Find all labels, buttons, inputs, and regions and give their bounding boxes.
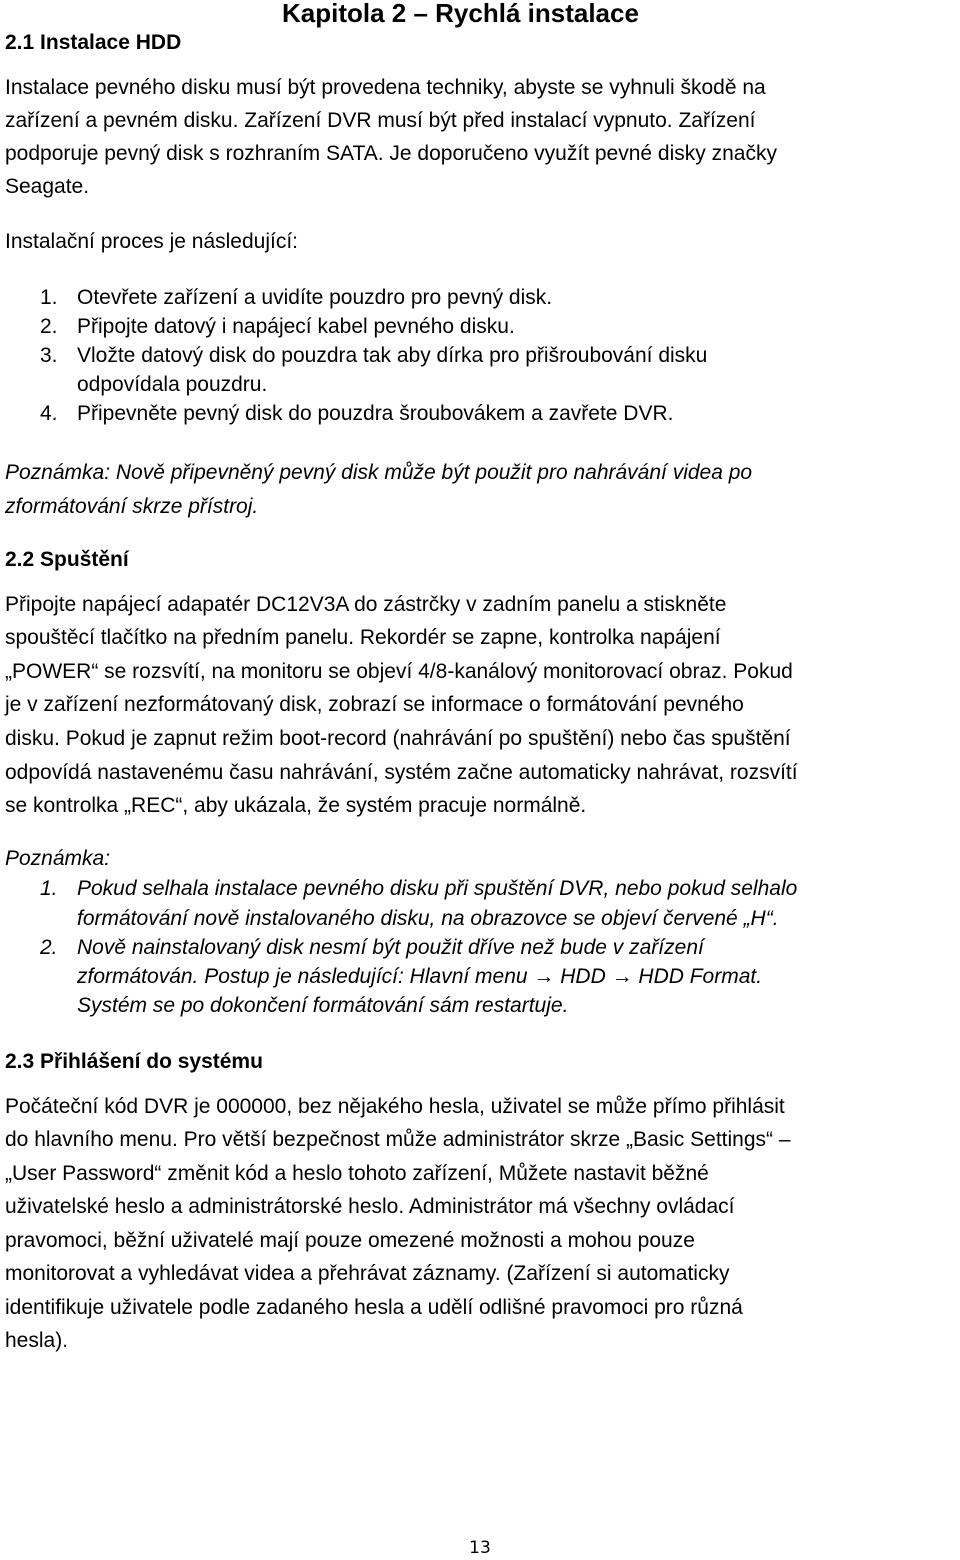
- step-text: Připevněte pevný disk do pouzdra šroubovákem a zavřete DVR.: [77, 402, 674, 425]
- sec3-para-line: monitorovat a vyhledávat videa a přehrávat záznamy. (Zařízení si automaticky: [5, 1262, 730, 1285]
- sec1-para-line: podporuje pevný disk s rozhraním SATA. Je doporučeno využít pevné disky značky: [5, 142, 777, 165]
- step-number: 4.: [40, 402, 58, 425]
- step-number: 1.: [40, 286, 58, 309]
- section-heading-startup: 2.2 Spuštění: [5, 548, 129, 571]
- sec3-para-line: uživatelské heslo a administrátorské heslo. Administrátor má všechny ovládací: [5, 1195, 735, 1218]
- sec3-para-line: identifikuje uživatele podle zadaného hesla a udělí odlišné pravomoci pro různá: [5, 1296, 743, 1319]
- chapter-title: Kapitola 2 – Rychlá instalace: [282, 0, 639, 28]
- section-heading-login: 2.3 Přihlášení do systému: [5, 1050, 263, 1073]
- install-step: [0, 312, 960, 341]
- note-item-text: Pokud selhala instalace pevného disku při spuštění DVR, nebo pokud selhalo: [77, 877, 798, 900]
- note-item-text-cont: zformátován. Postup je následující: Hlavní menu → HDD → HDD Format.: [77, 965, 763, 988]
- note-item-number: 2.: [40, 936, 58, 959]
- hdd-note-line: zformátování skrze přístroj.: [5, 495, 259, 518]
- install-intro: Instalační proces je následující:: [5, 230, 298, 253]
- sec1-para-line: Seagate.: [5, 175, 90, 198]
- sec3-para-line: Počáteční kód DVR je 000000, bez nějakého hesla, uživatel se může přímo přihlásit: [5, 1095, 785, 1118]
- startup-note-item: [0, 933, 960, 1020]
- sec2-para-line: „POWER“ se rozsvítí, na monitoru se objeví 4/8-kanálový monitorovací obraz. Pokud: [5, 660, 793, 683]
- note-item-text: Nově nainstalovaný disk nesmí být použit dříve než bude v zařízení: [77, 936, 704, 959]
- sec3-para-line: do hlavního menu. Pro větší bezpečnost může administrátor skrze „Basic Settings“ –: [5, 1128, 791, 1151]
- page-number: 13: [469, 1538, 491, 1558]
- section-heading-hdd: 2.1 Instalace HDD: [5, 31, 182, 54]
- step-text: Vložte datový disk do pouzdra tak aby dírka pro přišroubování disku: [77, 344, 708, 367]
- startup-note-item: [0, 874, 960, 932]
- startup-note-label: Poznámka:: [5, 847, 111, 870]
- sec2-para-line: je v zařízení nezformátovaný disk, zobrazí se informace o formátování pevného: [5, 693, 744, 716]
- sec2-para-line: se kontrolka „REC“, aby ukázala, že systém pracuje normálně.: [5, 794, 587, 817]
- sec1-para-line: zařízení a pevném disku. Zařízení DVR musí být před instalací vypnuto. Zařízení: [5, 109, 756, 132]
- note-item-number: 1.: [40, 877, 58, 900]
- sec2-para-line: Připojte napájecí adapatér DC12V3A do zástrčky v zadním panelu a stiskněte: [5, 593, 727, 616]
- note-item-text-cont: formátování nově instalovaného disku, na obrazovce se objeví červené „H“.: [77, 907, 779, 930]
- step-number: 2.: [40, 315, 58, 338]
- install-step: [0, 283, 960, 312]
- note-item-text-cont: Systém se po dokončení formátování sám restartuje.: [77, 994, 569, 1017]
- hdd-note-line: Poznámka: Nově připevněný pevný disk může být použit pro nahrávání videa po: [5, 461, 753, 484]
- install-step: [0, 399, 960, 428]
- sec2-para-line: disku. Pokud je zapnut režim boot-record (nahrávání po spuštění) nebo čas spuštění: [5, 727, 791, 750]
- sec3-para-line: pravomoci, běžní uživatelé mají pouze omezené možnosti a mohou pouze: [5, 1229, 695, 1252]
- sec3-para-line: hesla).: [5, 1329, 69, 1352]
- step-number: 3.: [40, 344, 58, 367]
- step-text: Otevřete zařízení a uvidíte pouzdro pro pevný disk.: [77, 286, 553, 309]
- sec3-para-line: „User Password“ změnit kód a heslo tohoto zařízení, Můžete nastavit běžné: [5, 1162, 709, 1185]
- step-text-cont: odpovídala pouzdru.: [77, 373, 268, 396]
- step-text: Připojte datový i napájecí kabel pevného disku.: [77, 315, 515, 338]
- sec2-para-line: odpovídá nastavenému času nahrávání, systém začne automaticky nahrávat, rozsvítí: [5, 761, 798, 784]
- sec1-para-line: Instalace pevného disku musí být provedena techniky, abyste se vyhnuli škodě na: [5, 76, 766, 99]
- install-step: [0, 341, 960, 399]
- sec2-para-line: spouštěcí tlačítko na předním panelu. Rekordér se zapne, kontrolka napájení: [5, 626, 721, 649]
